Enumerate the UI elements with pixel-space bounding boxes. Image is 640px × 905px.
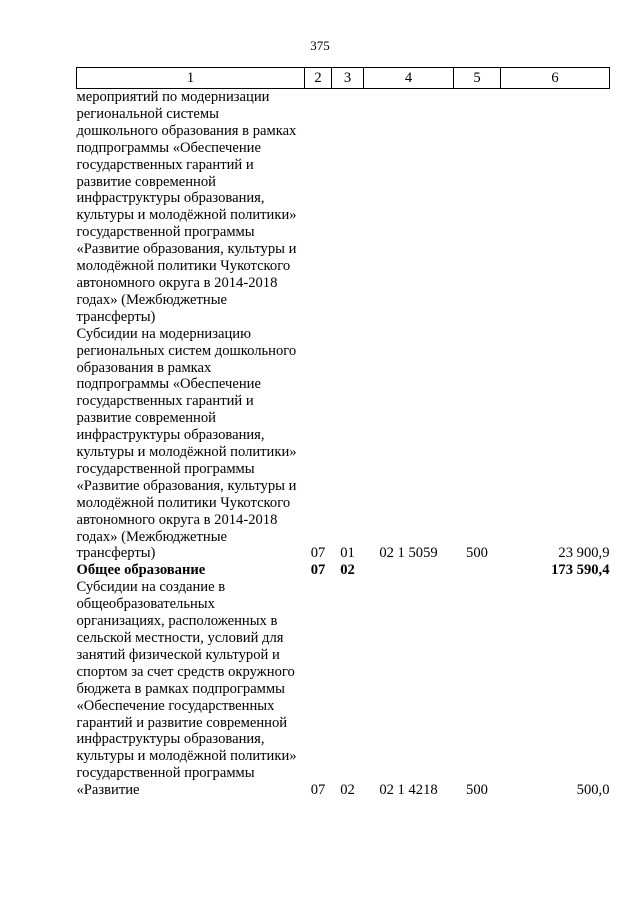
row-target-article: 02 1 4218 (379, 782, 438, 799)
row-expense-type: 500 (466, 782, 488, 799)
row-amount: 173 590,4 (551, 562, 610, 579)
row-section-code: 07 (310, 562, 326, 579)
column-header-1: 1 (77, 68, 305, 89)
row-name: Субсидии на создание в общеобразовательных организациях, расположенных в сельской местности, условий для занятий физической культурой и спортом за счет средств окружного бюджета в рамках подпрограммы «Обеспечение государственных гарантий и развитие современной инфраструктуры образования, культуры и молодёжной политики» государственной программы «Развитие (76, 579, 297, 799)
row-target-article (364, 89, 454, 326)
budget-table (76, 67, 610, 799)
row-expense-type (454, 562, 501, 579)
row-expense-type: 500 (466, 545, 488, 562)
column-header-5: 5 (454, 68, 501, 89)
row-subsection-code: 02 (340, 782, 355, 799)
column-header-3: 3 (332, 68, 364, 89)
row-amount: 23 900,9 (558, 545, 610, 562)
row-name: Субсидии на модернизацию региональных систем дошкольного образования в рамках подпрограммы «Обеспечение государственных гарантий и развитие современной инфраструктуры образования, культуры и молодёжной политики» государственной программы «Развитие образования, культуры и молодёжной политики Чукотского автономного округа в 2014-2018 годах» (Межбюджетные трансферты) (76, 325, 297, 562)
page-number: 375 (310, 38, 330, 53)
row-target-article (364, 562, 454, 579)
row-subsection-code: 02 (340, 562, 355, 579)
table-row (77, 579, 610, 799)
row-subsection-code: 01 (340, 545, 355, 562)
table-row (77, 89, 610, 326)
column-header-6: 6 (501, 68, 610, 89)
column-number-header-row (77, 68, 610, 89)
row-amount (501, 89, 610, 326)
row-subsection-code (332, 89, 364, 326)
row-name: Общее образование (76, 562, 206, 579)
row-section-code (305, 89, 332, 326)
column-header-2: 2 (305, 68, 332, 89)
row-section-code: 07 (310, 782, 326, 799)
row-target-article: 02 1 5059 (379, 545, 438, 562)
table-row-section-total (77, 562, 610, 579)
row-name: мероприятий по модернизации региональной системы дошкольного образования в рамках подпрограммы «Обеспечение государственных гарантий и развитие современной инфраструктуры образования, культуры и молодёжной политики» государственной программы «Развитие образования, культуры и молодёжной политики Чукотского автономного округа в 2014-2018 годах» (Межбюджетные трансферты) (76, 89, 297, 325)
row-section-code: 07 (310, 545, 326, 562)
table-row (77, 326, 610, 563)
row-expense-type (454, 89, 501, 326)
row-amount: 500,0 (576, 782, 610, 799)
column-header-4: 4 (364, 68, 454, 89)
